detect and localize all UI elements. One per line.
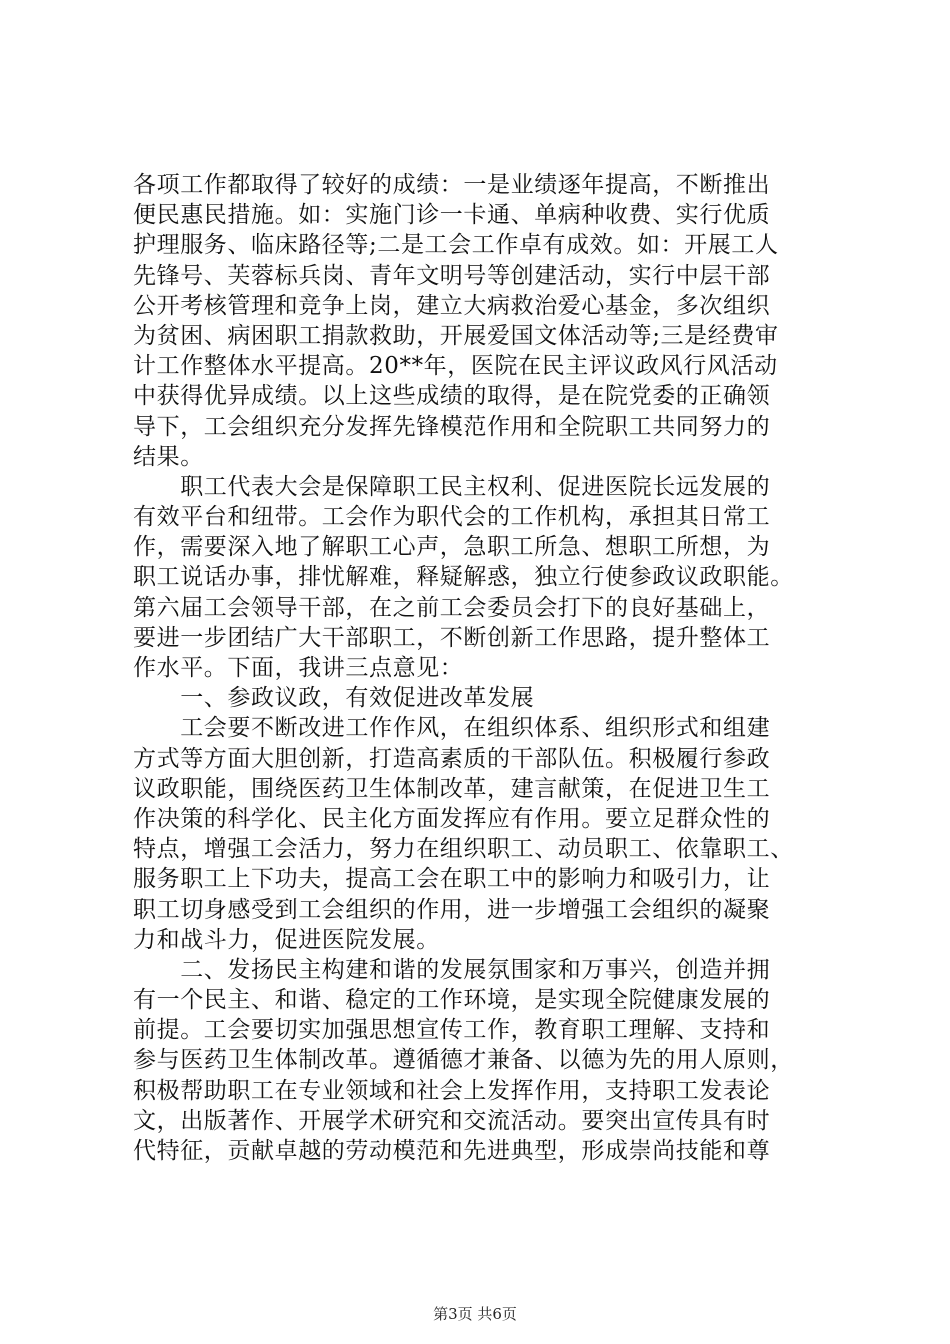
text-line: 结果。 [133,443,204,470]
text-line: 作，需要深入地了解职工心声，急职工所急、想职工所想，为 [133,534,771,561]
text-line: 积极帮助职工在专业领域和社会上发挥作用，支持职工发表论 [133,1077,771,1104]
text-line: 职工说话办事，排忧解难，释疑解惑，独立行使参政议政职能。 [133,564,794,591]
text-line: 工会要不断改进工作作风，在组织体系、组织形式和组建 [133,715,771,742]
text-line: 作水平。下面，我讲三点意见： [133,655,464,681]
text-line: 议政职能，围绕医药卫生体制改革，建言献策，在促进卫生工 [133,775,771,802]
text-line: 中获得优异成绩。以上这些成绩的取得，是在院党委的正确领 [133,383,771,410]
page-footer: 第3页 共6页 [433,1305,517,1323]
text-line: 便民惠民措施。如：实施门诊一卡通、单病种收费、实行优质 [133,202,771,229]
text-line: 前提。工会要切实加强思想宣传工作，教育职工理解、支持和 [133,1017,771,1044]
text-line: 方式等方面大胆创新，打造高素质的干部队伍。积极履行参政 [133,745,771,772]
document-body [133,170,833,1166]
text-line: 文，出版著作、开展学术研究和交流活动。要突出宣传具有时 [133,1107,771,1134]
text-line: 护理服务、临床路径等;二是工会工作卓有成效。如：开展工人 [133,232,779,259]
text-line: 各项工作都取得了较好的成绩：一是业绩逐年提高，不断推出 [133,172,771,198]
text-line: 要进一步团结广大干部职工，不断创新工作思路，提升整体工 [133,624,771,651]
text-line: 特点，增强工会活力，努力在组织职工、动员职工、依靠职工、 [133,836,794,863]
text-line: 为贫困、病困职工捐款救助，开展爱国文体活动等;三是经费审 [133,322,779,349]
text-line: 计工作整体水平提高。20**年，医院在民主评议政风行风活动 [133,353,778,380]
text-line: 有一个民主、和谐、稳定的工作环境，是实现全院健康发展的 [133,987,771,1014]
text-line: 先锋号、芙蓉标兵岗、青年文明号等创建活动，实行中层干部 [133,262,771,289]
text-line: 代特征，贡献卓越的劳动模范和先进典型，形成崇尚技能和尊 [133,1138,771,1164]
text-line: 职工切身感受到工会组织的作用，进一步增强工会组织的凝聚 [133,896,771,923]
text-line: 第六届工会领导干部，在之前工会委员会打下的良好基础上， [133,594,771,621]
text-line: 力和战斗力，促进医院发展。 [133,926,440,953]
text-line: 公开考核管理和竞争上岗，建立大病救治爱心基金，多次组织 [133,292,771,319]
text-line: 参与医药卫生体制改革。遵循德才兼备、以德为先的用人原则， [133,1047,794,1074]
text-line: 二、发扬民主构建和谐的发展氛围家和万事兴，创造并拥 [133,956,771,983]
text-line: 服务职工上下功夫，提高工会在职工中的影响力和吸引力，让 [133,866,771,893]
text-line: 作决策的科学化、民主化方面发挥应有作用。要立足群众性的 [133,805,771,832]
text-line: 导下，工会组织充分发挥先锋模范作用和全院职工共同努力的 [133,413,771,440]
text-line: 有效平台和纽带。工会作为职代会的工作机构，承担其日常工 [133,504,771,531]
text-line: 一、参政议政，有效促进改革发展 [133,685,535,712]
text-line: 职工代表大会是保障职工民主权利、促进医院长远发展的 [133,473,771,500]
